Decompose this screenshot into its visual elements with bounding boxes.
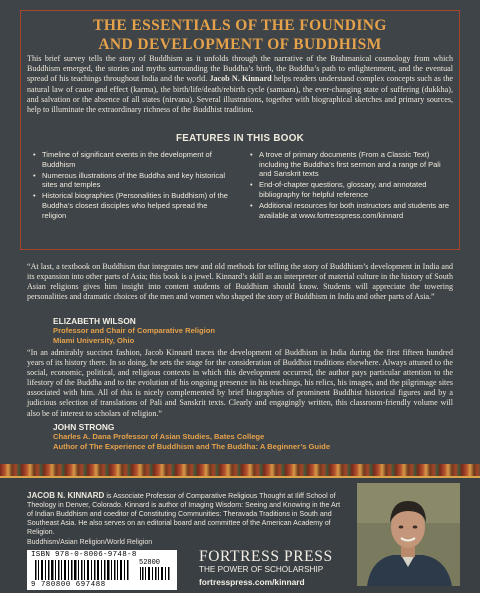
intro-text-2: helps readers understand complex concepts such as the natural law of cause and effect (karma), the birth/life/death/rebirth cycle (samsara), the ever-changing state of suffering (dukkha), and salvation or the absence of all states (nirvana). Several illustrations, together with biographical sketches and primary sources, help to illuminate the extraordinary richness of the Buddhist tradition. xyxy=(27,74,453,115)
barcode-digits: 9 780800 697488 xyxy=(31,581,106,589)
publisher-tagline: THE POWER OF SCHOLARSHIP xyxy=(199,565,324,574)
author-photo xyxy=(357,483,460,586)
publisher-name: FORTRESS PRESS xyxy=(199,548,333,565)
isbn-barcode xyxy=(27,550,177,590)
price-code: 52800 xyxy=(139,559,161,567)
intro-paragraph xyxy=(27,54,453,115)
title-line-2: AND DEVELOPMENT OF BUDDHISM xyxy=(98,36,382,53)
feature-item: • Numerous illustrations of the Buddha and key historical sites and temples xyxy=(33,171,233,190)
author-bio-text: is Associate Professor of Comparative Religious Thought at Iliff School of Theology in Denver, Colorado. Kinnard is author of Imaging Wisdom: Seeing and Knowing in the Art of Indian Buddhism and coeditor of Constituting Communities: Theravada Traditions in South and Southeast Asia. He also serves on an editorial board and committee of the American Academy of Religion. xyxy=(27,492,341,537)
endorser-affiliation-2: Author of The Experience of Buddhism and The Buddha: A Beginner’s Guide xyxy=(53,442,331,451)
endorser-name-1: ELIZABETH WILSON xyxy=(53,316,136,326)
feature-item: • Historical biographies (Personalities in Buddhism) of the Buddha’s closest disciples who helped spread the religion xyxy=(33,191,233,220)
endorser-affiliation-1: Miami University, Ohio xyxy=(53,336,135,345)
endorsement-quote-2: “In an admirably succinct fashion, Jacob Kinnard traces the development of Buddhism in India during the first fifteen hundred years of its history there. In so doing, he sets the stage for the consideration of Buddhist traditions elsewhere. Always attuned to the social, economic, political, and religious contexts in which this development occurred, the author pays particular attention to the lifestory of the Buddha and to the evolution of his ongoing presence in his teachings, his relics, his images, and the pilgrimage sites associated with him. All of this is nicely complemented by brief biographies of prominent Buddhist historical figures and by a judicious selection of translations of Pali and Sanskrit texts. Clearly and engagingly written, this classroom-friendly volume will also be of interest to scholars of religion.” xyxy=(27,348,453,418)
feature-item: • Timeline of significant events in the development of Buddhism xyxy=(33,150,233,169)
endorser-title-1: Professor and Chair of Comparative Religion xyxy=(53,326,216,335)
features-left-list xyxy=(33,150,233,222)
feature-item: • A trove of primary documents (From a Classic Text) including the Buddha’s first sermon and a range of Pali and Sanskrit texts xyxy=(250,150,450,179)
subject-category: Buddhism/Asian Religion/World Religion xyxy=(27,539,153,546)
decorative-band xyxy=(0,464,480,476)
author-bio xyxy=(27,491,345,537)
intro-text-1: This brief survey tells the story of Buddhism as it unfolds through the narrative of the Brahmanical cosmology from which Buddhism emerged, the stories and myths surrounding the Buddha’s birth, the Buddha’s path to enlightenment, and the eventual spread of his teachings throughout India and the world. xyxy=(27,54,453,84)
isbn-text: ISBN 978-0-8006-9748-8 xyxy=(31,551,137,559)
author-name: JACOB N. KINNARD xyxy=(27,491,105,500)
features-title: FEATURES IN THIS BOOK xyxy=(175,133,305,144)
feature-item: • End-of-chapter questions, glossary, and annotated bibliography for helpful reference xyxy=(250,180,450,199)
page-title xyxy=(20,16,460,54)
endorsement-quote-1: “At last, a textbook on Buddhism that integrates new and old methods for telling the story of Buddhism’s development in India and its expansion into other parts of Asia; this book is a jewel. Kinnard’s skill as an interpreter of material culture in the history of South Asian religions gives him insight into content students of Buddhism should know. Students will appreciate the towering personalities and dramatic choices of the men and women who shaped the story of Buddhism in India and other parts of Asia.” xyxy=(27,262,453,302)
intro-author: Jacob N. Kinnard xyxy=(209,74,272,84)
feature-item: • Additional resources for both instructors and students are available at www.fortresspress.com/kinnard xyxy=(250,201,450,220)
endorser-title-2: Charles A. Dana Professor of Asian Studies, Bates College xyxy=(53,432,265,441)
publisher-website: fortresspress.com/kinnard xyxy=(199,577,305,587)
author-portrait-image xyxy=(357,483,460,586)
features-right-list xyxy=(250,150,450,222)
endorser-name-2: JOHN STRONG xyxy=(53,422,115,432)
title-line-1: THE ESSENTIALS OF THE FOUNDING xyxy=(93,17,387,34)
